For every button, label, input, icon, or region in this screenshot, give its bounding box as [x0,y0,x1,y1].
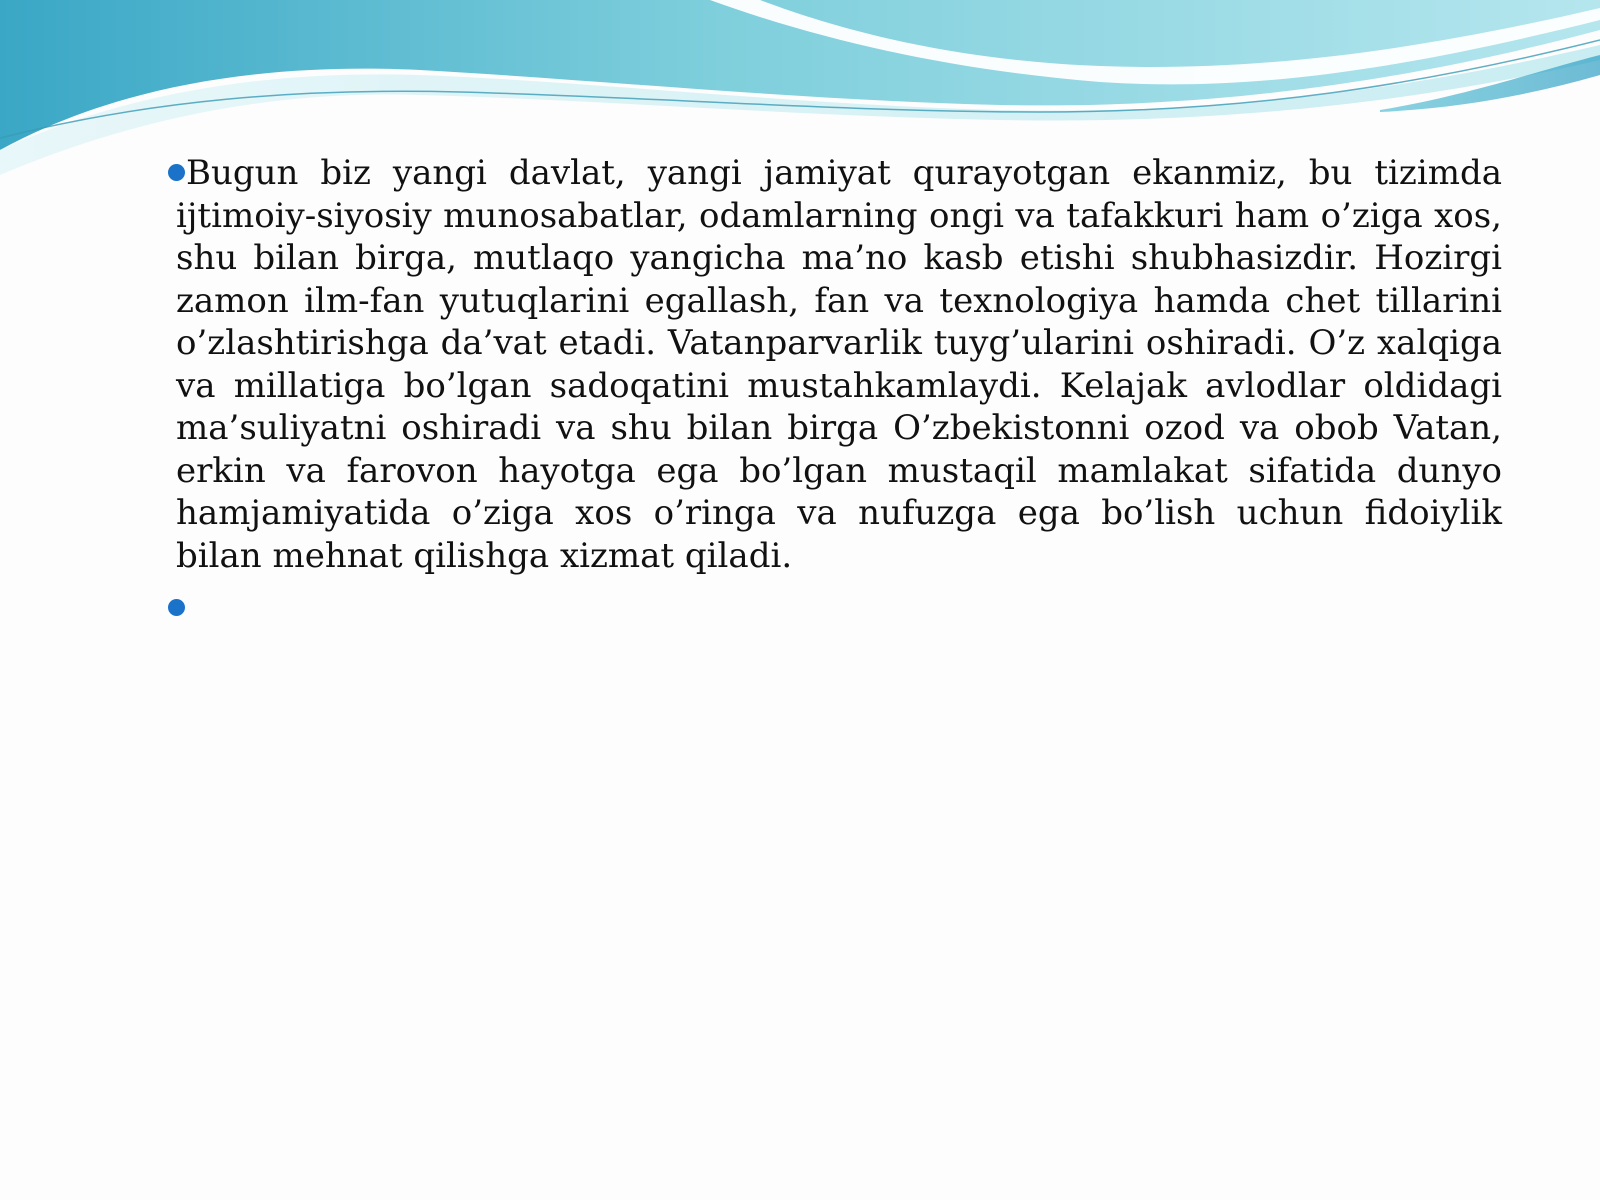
content-area [160,152,1502,629]
empty-bullet-item [160,589,1502,629]
bullet-dot-icon [168,164,185,181]
bullet-paragraph [160,152,1502,577]
bullet-dot-icon [168,599,185,616]
paragraph-text: Bugun biz yangi davlat, yangi jamiyat qurayotgan ekanmiz, bu tizimda ijtimoiy-siyosiy munosabatlar, odamlarning ongi va tafakkuri ham o’ziga xos, shu bilan birga, mutlaqo yangicha ma’no kasb etishi shubhasizdir. Hozirgi zamon ilm-fan yutuqlarini egallash, fan va texnologiya hamda chet tillarini o’zlashtirishga da’vat etadi. Vatanparvarlik tuyg’ularini oshiradi. O’z xalqiga va millatiga bo’lgan sadoqatini mustahkamlaydi. Kelajak avlodlar oldidagi ma’suliyatni oshiradi va shu bilan birga O’zbekistonni ozod va obob Vatan, erkin va farovon hayotga ega bo’lgan mustaqil mamlakat sifatida dunyo hamjamiyatida o’ziga xos o’ringa va nufuzga ega bo’lish uchun fidoiylik bilan mehnat qilishga xizmat qiladi. [176,153,1502,576]
